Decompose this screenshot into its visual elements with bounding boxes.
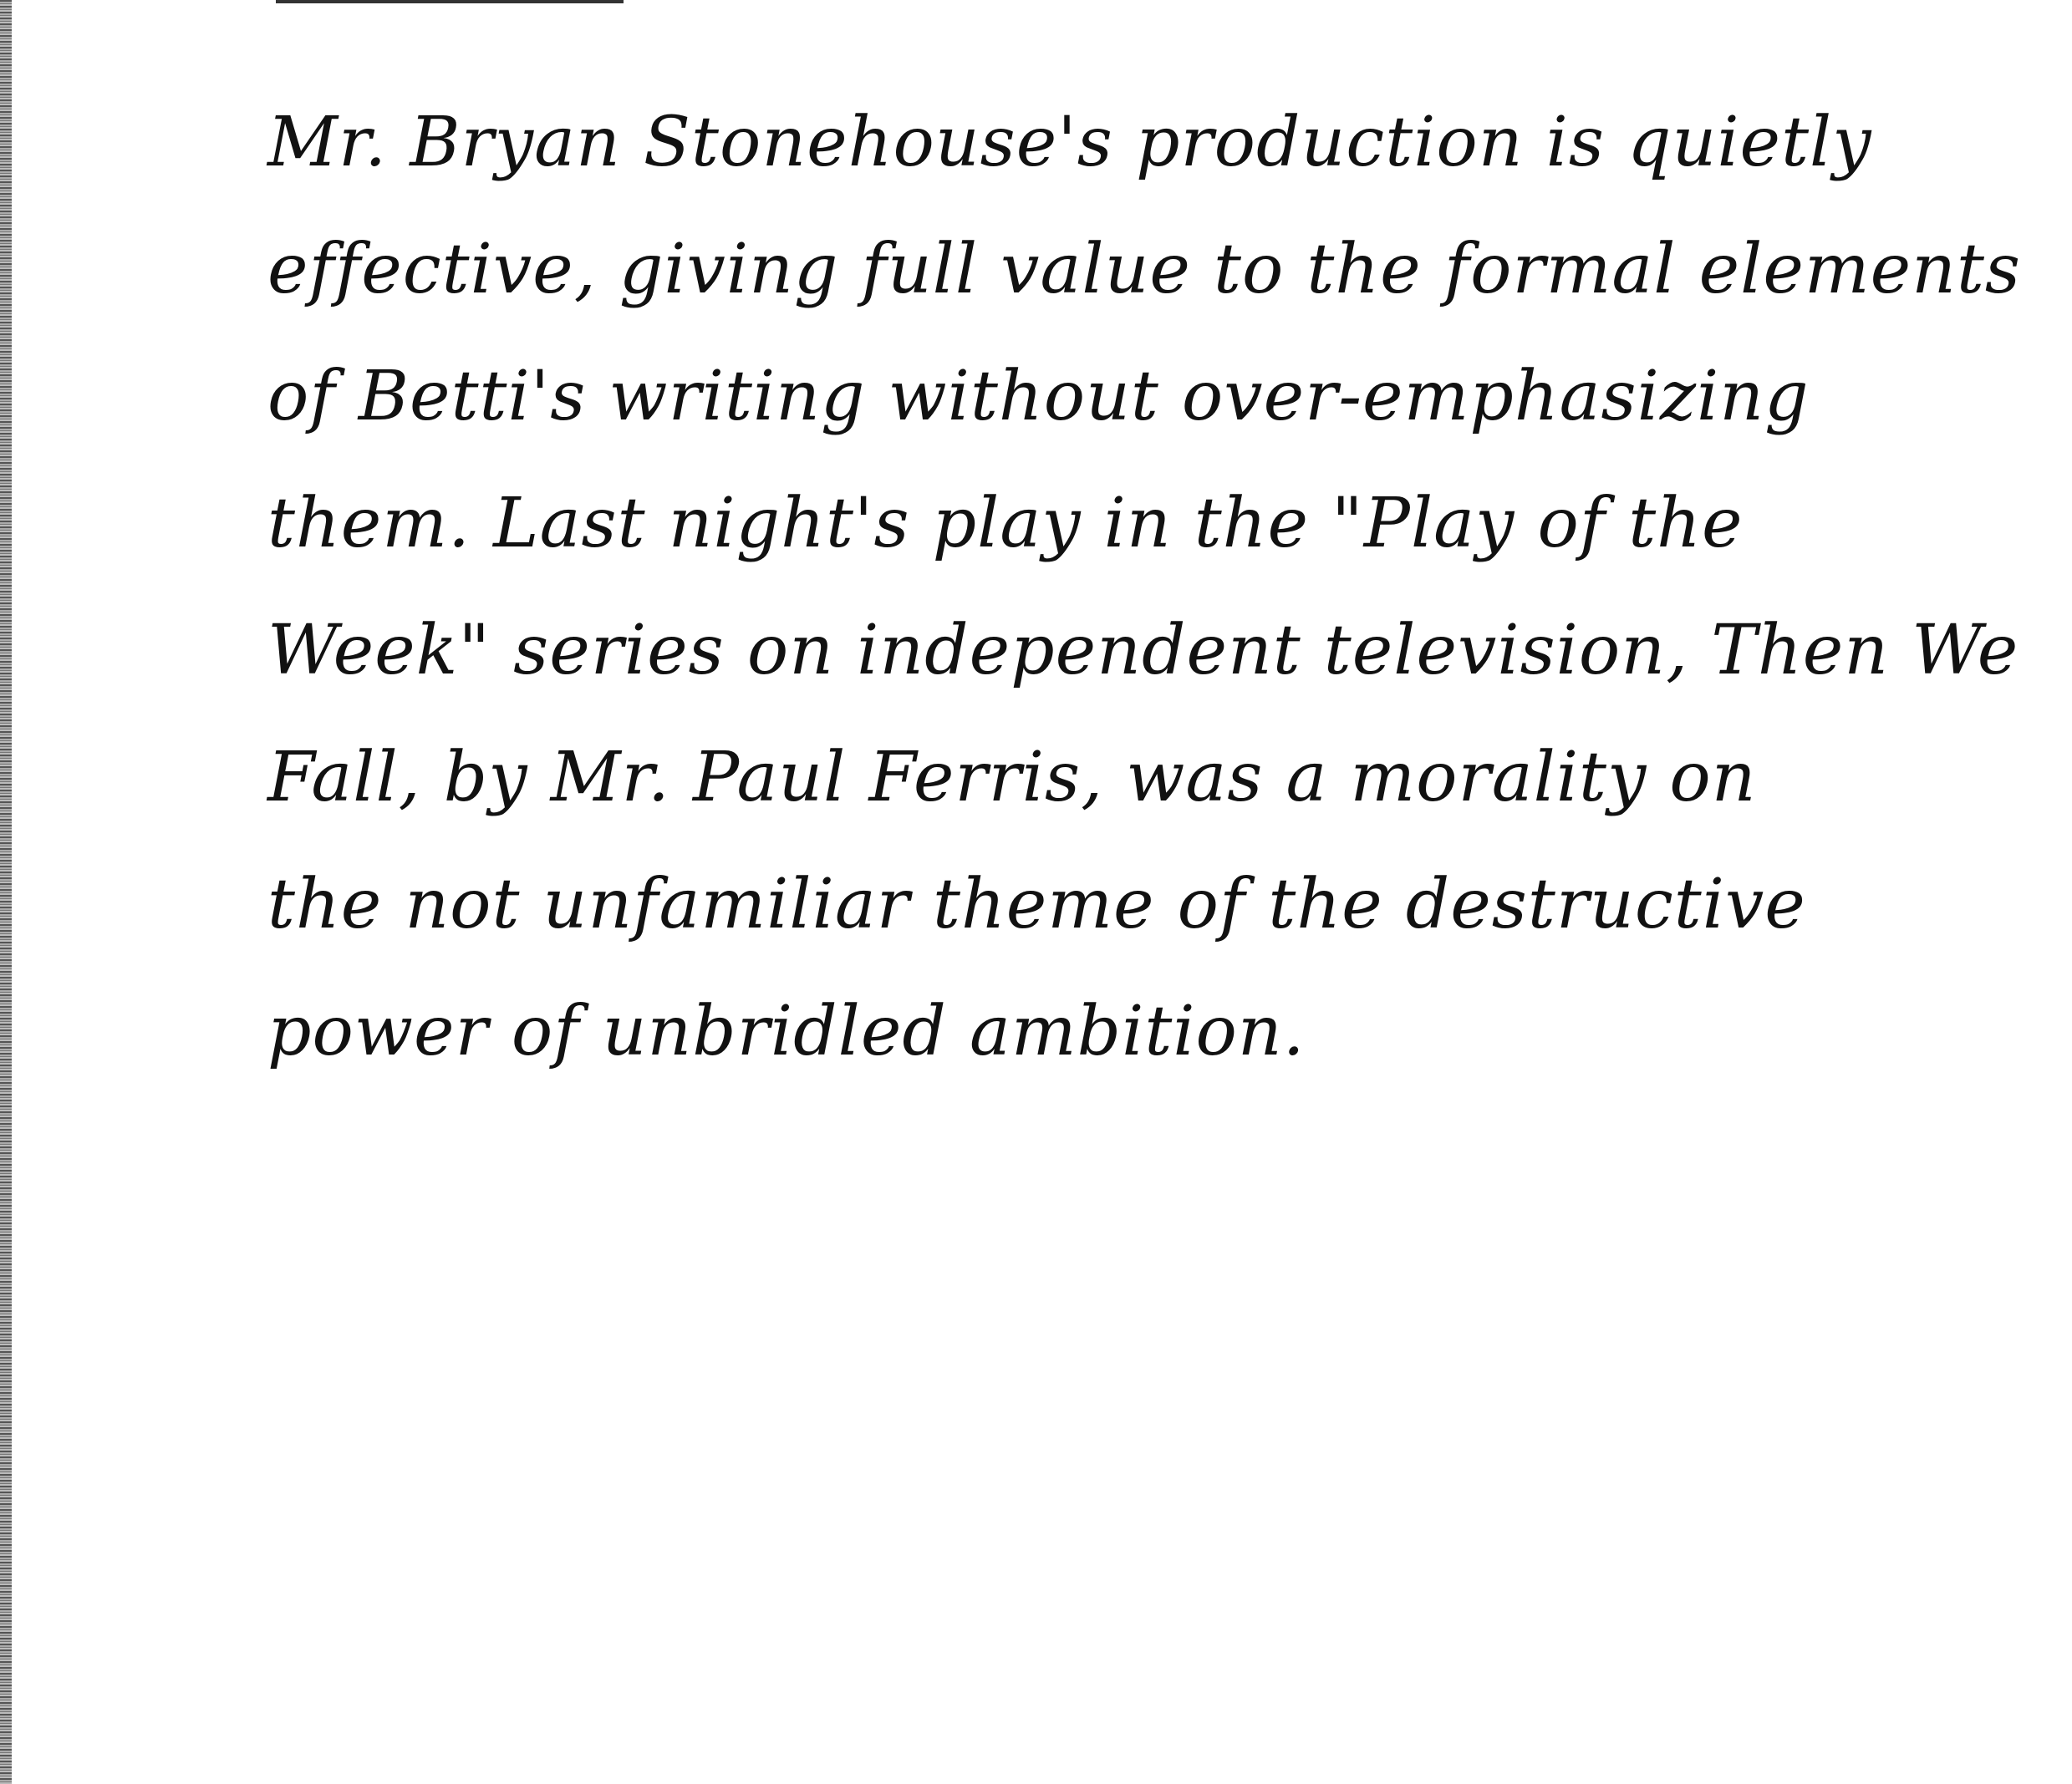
scan-edge-border [0,0,12,1784]
handwritten-line: the not unfamiliar theme of the destructive [267,865,1806,944]
handwritten-text-block [267,79,2023,1095]
top-rule-line [276,0,624,3]
handwritten-line: of Betti's writing without over-emphasizing [267,357,1810,436]
handwritten-line: Week" series on independent television, Then We [267,611,2019,690]
handwritten-line: Mr. Bryan Stonehouse's production is quietly [267,103,1872,182]
handwritten-line: them. Last night's play in the "Play of the [267,484,1744,563]
handwritten-line: power of unbridled ambition. [267,992,1306,1071]
handwritten-line: Fall, by Mr. Paul Ferris, was a morality on [267,738,1757,817]
handwritten-line: effective, giving full value to the formal elements [267,230,2021,309]
